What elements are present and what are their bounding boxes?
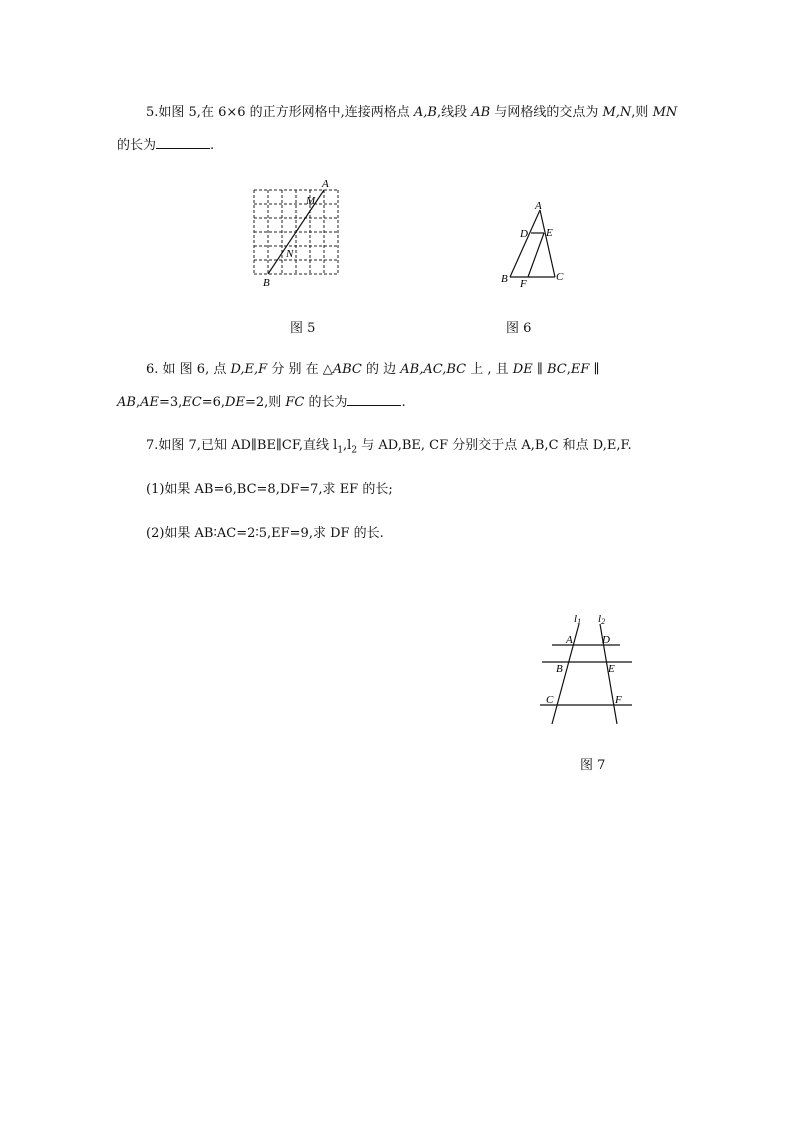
q5-text: . <box>210 138 215 153</box>
q7-text: ,l <box>343 438 352 453</box>
label-e: E <box>546 227 553 239</box>
figure-6-caption: 图 6 <box>506 321 532 336</box>
answer-blank[interactable] <box>347 393 401 406</box>
figure-5-caption: 图 5 <box>290 321 316 336</box>
q7-sub: 2 <box>351 445 358 456</box>
triangle-lines <box>510 210 555 277</box>
q6-seg: DE <box>512 362 533 377</box>
q6-seg: AB <box>117 395 136 410</box>
label-a: A <box>322 178 329 190</box>
q6-text: 6. 如 图 6, 点 <box>146 362 231 377</box>
q6-seg: EC <box>182 395 202 410</box>
q6-text: ∥ <box>589 362 600 377</box>
q5-text: ,则 <box>631 105 653 120</box>
q5-segment-mn: MN <box>652 105 678 120</box>
label-b: B <box>501 273 508 285</box>
q6-text: ∥ <box>532 362 547 377</box>
label-c: C <box>546 694 554 706</box>
q5-points-ab: A,B <box>413 105 437 120</box>
q5-text: 与网格线的交点为 <box>490 105 603 120</box>
q6-seg: AE <box>140 395 159 410</box>
q6-text: 的长为 <box>304 395 348 410</box>
q7-part-1: (1)如果 AB=6,BC=8,DF=7,求 EF 的长; <box>146 482 393 497</box>
label-d: D <box>520 228 528 240</box>
q5-text: ,线段 <box>436 105 472 120</box>
q7-text: 7.如图 7,已知 AD∥BE∥CF,直线 l <box>146 438 338 453</box>
label-c: C <box>556 271 564 283</box>
q7-sub: 1 <box>337 445 344 456</box>
q6-text: =3, <box>158 395 183 410</box>
figure-7-parallel-lines <box>536 612 646 732</box>
label-b: B <box>263 277 270 289</box>
q6-line-2 <box>117 393 406 412</box>
q6-text: 分 别 在 △ <box>267 362 333 377</box>
q6-text: , <box>135 395 141 410</box>
q7-line-1 <box>146 437 632 460</box>
q6-text: , <box>566 362 571 377</box>
q6-text: =2,则 <box>244 395 286 410</box>
q6-text: 的 边 <box>361 362 401 377</box>
q6-text: . <box>401 395 406 410</box>
q6-text: 上 , 且 <box>466 362 513 377</box>
q5-line-2 <box>117 136 214 155</box>
label-e: E <box>608 663 615 675</box>
q6-line-1 <box>146 361 600 379</box>
q5-points-mn: M,N <box>602 105 632 120</box>
label-d: D <box>602 634 610 646</box>
figure-7-caption: 图 7 <box>580 758 606 773</box>
label-l2: l2 <box>598 613 606 626</box>
label-a: A <box>535 200 542 212</box>
figure-5-grid <box>250 178 370 288</box>
q5-text: 的长为 <box>117 138 157 153</box>
label-b: B <box>556 663 563 675</box>
q6-seg: FC <box>285 395 305 410</box>
q5-line-1 <box>146 104 677 122</box>
label-f: F <box>615 694 622 706</box>
q7-text: 与 AD,BE, CF 分别交于点 A,B,C 和点 D,E,F. <box>357 438 632 453</box>
q7-part-2: (2)如果 AB∶AC=2∶5,EF=9,求 DF 的长. <box>146 526 384 541</box>
q6-sides: AB,AC,BC <box>400 362 467 377</box>
q6-seg: EF <box>570 362 590 377</box>
label-f: F <box>520 278 527 290</box>
answer-blank[interactable] <box>156 136 210 149</box>
label-n: N <box>286 248 294 260</box>
q6-text: =6, <box>201 395 226 410</box>
label-a: A <box>566 634 573 646</box>
q5-segment-ab: AB <box>471 105 491 120</box>
label-l1: l1 <box>574 613 582 626</box>
q5-text: 5.如图 5,在 6×6 的正方形网格中,连接两格点 <box>146 105 414 120</box>
label-m: M <box>306 195 316 207</box>
figure-6-triangle <box>498 198 578 298</box>
q6-triangle: ABC <box>332 362 362 377</box>
figure-7-lines <box>540 624 632 724</box>
q6-seg: DE <box>225 395 245 410</box>
q6-seg: BC <box>546 362 567 377</box>
q6-points: D,E,F <box>230 362 268 377</box>
